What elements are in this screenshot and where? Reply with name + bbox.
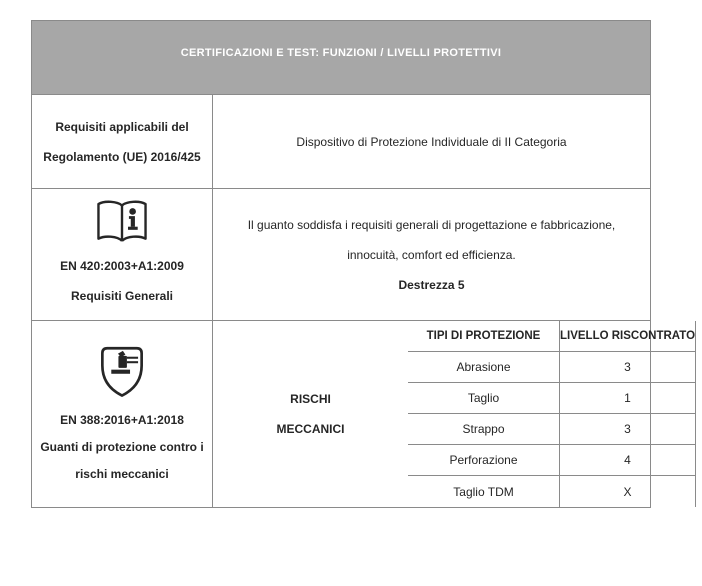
en420-standard-title: Requisiti Generali xyxy=(70,288,174,303)
en420-description-cell xyxy=(213,189,650,320)
ppe-category-cell xyxy=(213,95,650,188)
mechanical-risks-category-cell xyxy=(213,321,408,507)
protection-type-cell: Strappo xyxy=(408,414,560,445)
protection-level-cell: X xyxy=(560,476,696,507)
mechanical-risks-shield-icon xyxy=(97,341,147,401)
certification-table xyxy=(31,20,696,508)
en388-row xyxy=(32,320,696,507)
dexterity-value: Destrezza 5 xyxy=(398,277,465,292)
regulation-label-line2: Regolamento (UE) 2016/425 xyxy=(43,149,201,164)
en388-standard-title-line1: Guanti di protezione contro i xyxy=(40,439,204,454)
mechanical-risks-line1: RISCHI xyxy=(290,392,331,406)
en388-standard-label: EN 388:2016+A1:2018 xyxy=(60,412,184,427)
protection-table-header-type: TIPI DI PROTEZIONE xyxy=(408,321,560,352)
regulation-requirements-cell xyxy=(32,95,213,188)
en420-description-line1: Il guanto soddisfa i requisiti generali di progettazione e fabbricazione, xyxy=(247,217,616,232)
en420-standard-cell xyxy=(32,189,213,320)
instruction-manual-info-icon xyxy=(94,199,150,247)
protection-type-cell: Abrasione xyxy=(408,352,560,383)
en388-standard-title-line2: rischi meccanici xyxy=(75,466,169,481)
protection-type-cell: Perforazione xyxy=(408,445,560,476)
certification-header-bar xyxy=(32,21,650,94)
mechanical-risks-line2: MECCANICI xyxy=(276,422,345,436)
protection-type-cell: Taglio TDM xyxy=(408,476,560,507)
page-title: CERTIFICAZIONI E TEST: FUNZIONI / LIVELLI PROTETTIVI xyxy=(180,46,502,59)
en420-row xyxy=(32,188,650,320)
protection-level-cell: 1 xyxy=(560,383,696,414)
en420-standard-label: EN 420:2003+A1:2009 xyxy=(60,258,184,273)
protection-level-cell: 3 xyxy=(560,352,696,383)
protection-level-cell: 3 xyxy=(560,414,696,445)
en388-standard-cell xyxy=(32,321,213,507)
protection-table-header-level: LIVELLO RISCONTRATO xyxy=(560,321,696,352)
regulation-label-line1: Requisiti applicabili del xyxy=(55,119,189,134)
protection-level-cell: 4 xyxy=(560,445,696,476)
protection-type-cell: Taglio xyxy=(408,383,560,414)
ppe-category-value: Dispositivo di Protezione Individuale di II Categoria xyxy=(296,134,567,149)
en420-description-line2: innocuità, comfort ed efficienza. xyxy=(347,247,516,262)
regulation-row xyxy=(32,94,650,188)
